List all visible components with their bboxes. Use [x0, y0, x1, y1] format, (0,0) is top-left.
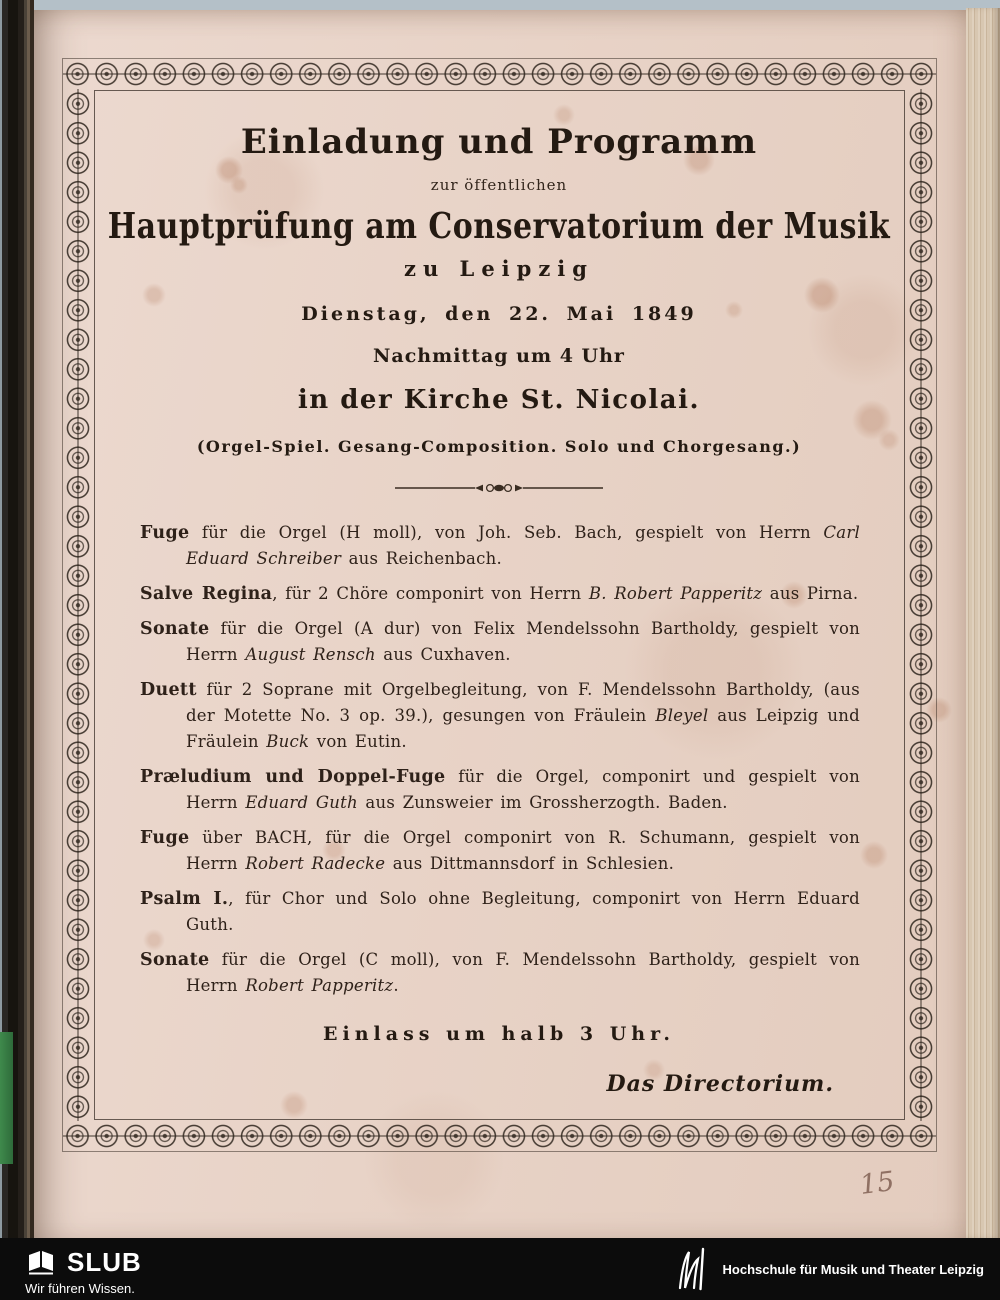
program-item-text: aus Reichenbach.	[341, 549, 503, 568]
slub-row	[25, 1246, 142, 1278]
program-item-text: Bleyel	[655, 706, 709, 725]
program-item-text: aus Pirna.	[762, 584, 859, 603]
ornament-strip-right	[906, 89, 936, 1121]
program-item	[140, 581, 860, 607]
footer-bar	[0, 1238, 1000, 1300]
program-item-lead: Fuge	[140, 828, 190, 848]
hmt-logo-icon	[673, 1246, 711, 1292]
page-title: Einladung und Programm	[240, 122, 758, 162]
program-item-lead: Salve Regina	[140, 584, 273, 604]
program-subtitle: zur öffentlichen	[430, 176, 568, 194]
categories-line: (Orgel-Spiel. Gesang-Composition. Solo und Chorgesang.)	[196, 437, 802, 456]
program-item-lead: Duett	[140, 680, 197, 700]
program-item-lead: Sonate	[140, 619, 210, 639]
program-item	[140, 825, 860, 877]
slub-logo-icon	[25, 1246, 57, 1278]
program-list	[100, 520, 898, 999]
book-spine	[0, 0, 34, 1238]
ornament-strip-left	[63, 89, 93, 1121]
program-item-text: für die Orgel (H moll), von Joh. Seb. Bach, gespielt von Herrn	[189, 523, 824, 542]
program-item-text: Eduard Guth	[245, 793, 358, 812]
program-item-text: für 2 Soprane mit Orgelbegleitung, von F. Mendelssohn Bartholdy, (aus der Motette No. 3 op. 39.), gesungen von Fräulein	[186, 680, 860, 725]
slub-tagline: Wir führen Wissen.	[25, 1281, 135, 1296]
hmt-branding	[673, 1242, 984, 1296]
slub-branding	[25, 1246, 142, 1296]
program-item-text: aus Leipzig und Fräulein	[186, 706, 860, 751]
program-item-text: Carl Eduard Schreiber	[186, 523, 860, 568]
program-item	[140, 520, 860, 572]
program-item	[140, 764, 860, 816]
program-item	[140, 947, 860, 999]
program-item-lead: Psalm I.	[140, 889, 229, 909]
program-item-text: August Rensch	[245, 645, 376, 664]
slub-name: SLUB	[67, 1247, 142, 1277]
divider-ornament-icon	[100, 480, 898, 494]
program-item-text: aus Cuxhaven.	[375, 645, 511, 664]
program-item-lead: Sonate	[140, 950, 210, 970]
program-item-text: Robert Papperitz	[245, 976, 394, 995]
place-line: zu Leipzig	[404, 256, 594, 281]
program-item-text: .	[393, 976, 399, 995]
program-item-text: für die Orgel, componirt und gespielt von Herrn	[186, 767, 860, 812]
page-paper	[34, 10, 966, 1238]
program-item-text: Buck	[266, 732, 310, 751]
ornament-strip-top	[63, 59, 936, 89]
location-line: in der Kirche St. Nicolai.	[297, 385, 701, 415]
program-item	[140, 616, 860, 668]
program-item-text: aus Dittmannsdorf in Schlesien.	[385, 854, 675, 873]
program-item-text: für die Orgel (C moll), von F. Mendelssohn Bartholdy, gespielt von Herrn	[186, 950, 860, 995]
program-content	[100, 122, 898, 1097]
ornament-strip-bottom	[63, 1121, 936, 1151]
program-item-text: , für Chor und Solo ohne Begleitung, componirt von Herrn Eduard Guth.	[186, 889, 860, 934]
date-line: Dienstag, den 22. Mai 1849	[301, 303, 697, 325]
admission-line: Einlass um halb 3 Uhr.	[323, 1023, 675, 1045]
signature-line: Das Directorium.	[606, 1071, 834, 1097]
time-line: Nachmittag um 4 Uhr	[373, 345, 625, 367]
program-item-text: von Eutin.	[309, 732, 407, 751]
pencil-page-number: 15	[858, 1166, 897, 1201]
program-item-text: , für 2 Chöre componirt von Herrn	[272, 584, 589, 603]
main-title: Hauptprüfung am Conservatorium der Musik	[107, 206, 891, 248]
program-item	[140, 677, 860, 755]
hmt-name: Hochschule für Musik und Theater Leipzig	[722, 1261, 984, 1277]
bookmark-ribbon	[0, 1032, 13, 1164]
program-item-text: für die Orgel (A dur) von Felix Mendelssohn Bartholdy, gespielt von Herrn	[186, 619, 860, 664]
program-item-lead: Fuge	[140, 523, 190, 543]
program-item-text: über BACH, für die Orgel componirt von R. Schumann, gespielt von Herrn	[186, 828, 860, 873]
page-fore-edge	[966, 8, 1000, 1238]
program-item	[140, 886, 860, 938]
program-item-text: Robert Radecke	[245, 854, 386, 873]
program-item-lead: Præludium und Doppel-Fuge	[140, 767, 446, 787]
program-item-text: B. Robert Papperitz	[588, 584, 763, 603]
program-item-text: aus Zunsweier im Grossherzogth. Baden.	[357, 793, 728, 812]
